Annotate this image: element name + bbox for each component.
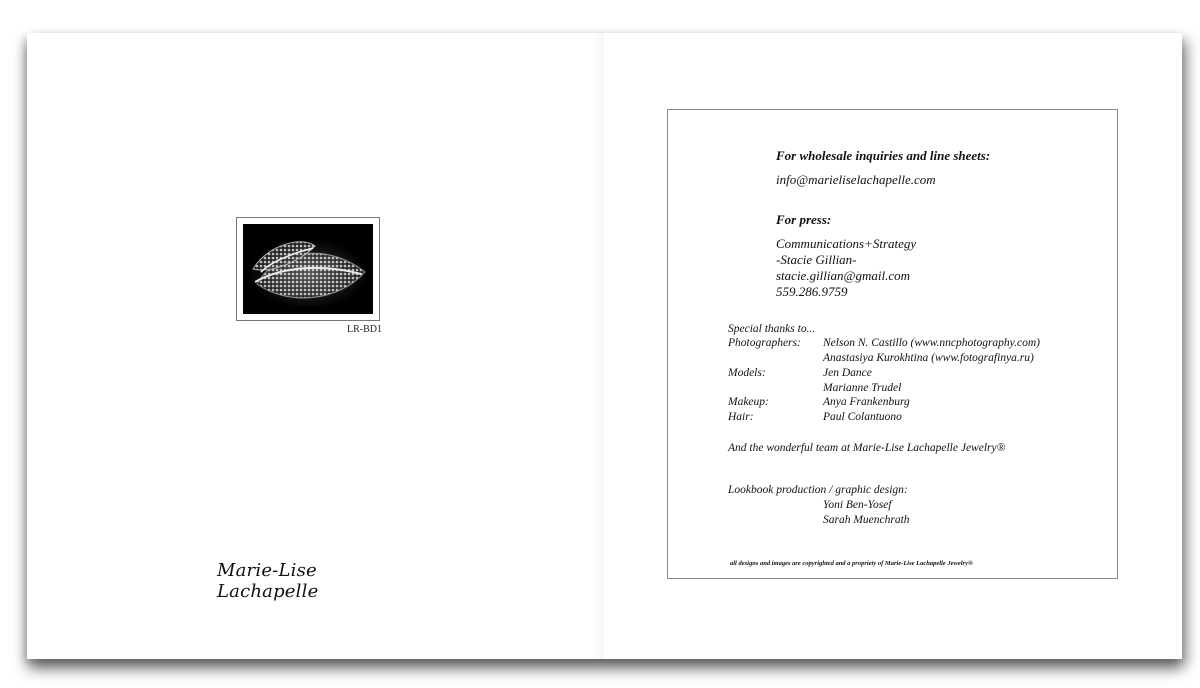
product-photo-frame: [236, 217, 380, 321]
ring-image: [243, 224, 373, 314]
ring-photo: [243, 224, 373, 314]
press-line: -Stacie Gillian-: [776, 252, 857, 267]
press-line: stacie.gillian@gmail.com: [776, 268, 910, 283]
lookbook-spread: [27, 33, 1182, 659]
credit-role: Hair:: [728, 411, 754, 423]
team-thanks-line: And the wonderful team at Marie-Lise Lachapelle Jewelry®: [728, 442, 1006, 454]
brand-signature-logo: Marie-Lise Lachapelle: [217, 560, 319, 602]
credit-name: Marianne Trudel: [823, 382, 902, 394]
designer-name: Sarah Muenchrath: [823, 514, 910, 526]
press-line: 559.286.9759: [776, 284, 848, 299]
credit-name: Anastasiya Kurokhtina (www.fotografinya.ru): [823, 352, 1034, 364]
design-heading: Lookbook production / graphic design:: [728, 484, 908, 496]
wholesale-heading: For wholesale inquiries and line sheets:: [776, 148, 991, 163]
designer-name: Yoni Ben-Yosef: [823, 499, 892, 511]
contact-credits-box: [667, 109, 1118, 579]
left-page: [27, 33, 604, 659]
credit-name: Anya Frankenburg: [823, 396, 910, 408]
wholesale-email: info@marieliselachapelle.com: [776, 172, 936, 187]
press-heading: For press:: [776, 212, 832, 227]
product-code: LR-BD1: [347, 324, 382, 335]
credit-role: Models:: [728, 367, 766, 379]
copyright-notice: all designs and images are copyrighted and a propriety of Marie-Lise Lachapelle Jewelry®: [730, 560, 973, 567]
credit-role: Photographers:: [728, 337, 801, 349]
right-page: [604, 33, 1182, 659]
credit-name: Paul Colantuono: [823, 411, 902, 423]
special-thanks-intro: Special thanks to...: [728, 323, 816, 335]
press-line: Communications+Strategy: [776, 236, 917, 251]
credit-role: Makeup:: [728, 396, 769, 408]
credit-name: Jen Dance: [823, 367, 872, 379]
credit-name: Nelson N. Castillo (www.nncphotography.com): [823, 337, 1041, 349]
